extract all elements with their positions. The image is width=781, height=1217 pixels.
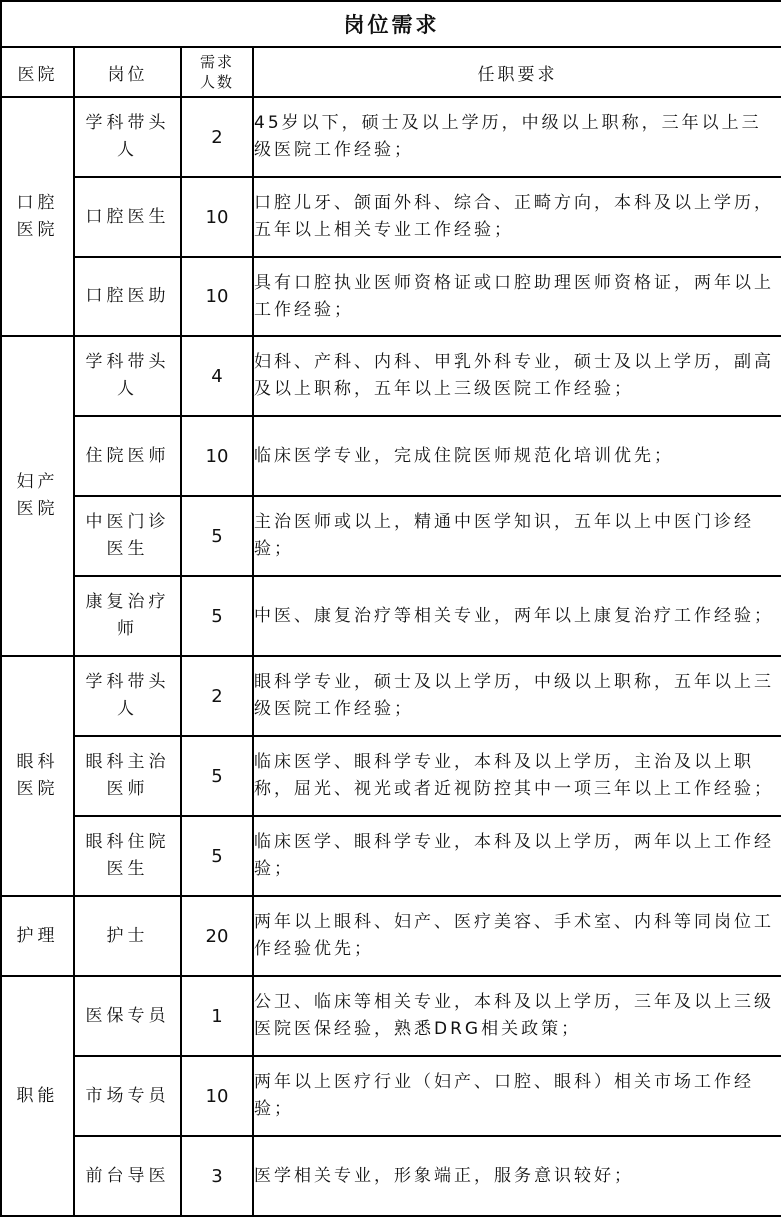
position-cell: 住院医师 (74, 416, 181, 496)
header-hospital: 医院 (1, 47, 74, 97)
requirements-cell: 眼科学专业，硕士及以上学历，中级以上职称，五年以上三级医院工作经验； (253, 656, 781, 736)
table-row (1, 336, 781, 416)
position-cell: 前台导医 (74, 1136, 181, 1216)
position-cell: 医保专员 (74, 976, 181, 1056)
count-cell: 3 (181, 1136, 253, 1216)
table-row (1, 976, 781, 1056)
count-cell: 10 (181, 257, 253, 336)
count-cell: 20 (181, 896, 253, 976)
table-row (1, 576, 781, 656)
requirements-cell: 两年以上医疗行业（妇产、口腔、眼科）相关市场工作经验； (253, 1056, 781, 1136)
table-row (1, 656, 781, 736)
header-count-line2: 人数 (199, 73, 234, 91)
table-row (1, 736, 781, 816)
position-cell: 眼科住院 医生 (74, 816, 181, 896)
requirements-cell: 医学相关专业，形象端正，服务意识较好； (253, 1136, 781, 1216)
header-requirements: 任职要求 (253, 47, 781, 97)
count-cell: 5 (181, 496, 253, 576)
table-row (1, 177, 781, 257)
count-cell: 5 (181, 816, 253, 896)
requirements-cell: 临床医学专业，完成住院医师规范化培训优先； (253, 416, 781, 496)
hospital-cell: 眼科 医院 (1, 656, 74, 896)
hospital-cell: 口腔 医院 (1, 97, 74, 336)
position-cell: 学科带头 人 (74, 336, 181, 416)
count-cell: 2 (181, 97, 253, 177)
hospital-cell: 妇产 医院 (1, 336, 74, 656)
count-cell: 4 (181, 336, 253, 416)
position-cell: 眼科主治 医师 (74, 736, 181, 816)
table-row (1, 496, 781, 576)
position-cell: 护士 (74, 896, 181, 976)
count-cell: 10 (181, 1056, 253, 1136)
requirements-cell: 口腔儿牙、颌面外科、综合、正畸方向，本科及以上学历，五年以上相关专业工作经验； (253, 177, 781, 257)
position-cell: 学科带头 人 (74, 656, 181, 736)
table-row (1, 896, 781, 976)
count-cell: 5 (181, 736, 253, 816)
requirements-cell: 具有口腔执业医师资格证或口腔助理医师资格证，两年以上工作经验； (253, 257, 781, 336)
hospital-cell: 职能 (1, 976, 74, 1216)
position-cell: 中医门诊 医生 (74, 496, 181, 576)
requirements-cell: 公卫、临床等相关专业，本科及以上学历，三年及以上三级医院医保经验，熟悉DRG相关政策； (253, 976, 781, 1056)
table-row (1, 416, 781, 496)
position-cell: 市场专员 (74, 1056, 181, 1136)
table-row (1, 257, 781, 336)
table-title: 岗位需求 (1, 1, 781, 47)
count-cell: 10 (181, 177, 253, 257)
requirements-cell: 妇科、产科、内科、甲乳外科专业，硕士及以上学历，副高及以上职称，五年以上三级医院工作经验； (253, 336, 781, 416)
position-cell: 康复治疗 师 (74, 576, 181, 656)
requirements-cell: 45岁以下，硕士及以上学历，中级以上职称，三年以上三级医院工作经验； (253, 97, 781, 177)
count-cell: 2 (181, 656, 253, 736)
hospital-cell: 护理 (1, 896, 74, 976)
position-cell: 口腔医生 (74, 177, 181, 257)
position-cell: 口腔医助 (74, 257, 181, 336)
count-cell: 5 (181, 576, 253, 656)
count-cell: 10 (181, 416, 253, 496)
table-row (1, 97, 781, 177)
requirements-cell: 两年以上眼科、妇产、医疗美容、手术室、内科等同岗位工作经验优先； (253, 896, 781, 976)
table-row (1, 1136, 781, 1216)
position-cell: 学科带头 人 (74, 97, 181, 177)
table-row (1, 816, 781, 896)
requirements-cell: 临床医学、眼科学专业，本科及以上学历，两年以上工作经验； (253, 816, 781, 896)
header-count (181, 47, 253, 97)
requirements-cell: 主治医师或以上，精通中医学知识，五年以上中医门诊经验； (253, 496, 781, 576)
count-cell: 1 (181, 976, 253, 1056)
table-body (1, 97, 781, 1216)
table-row (1, 1056, 781, 1136)
header-count-line1: 需求 (199, 53, 234, 71)
requirements-cell: 临床医学、眼科学专业，本科及以上学历，主治及以上职称，屈光、视光或者近视防控其中一项三年以上工作经验； (253, 736, 781, 816)
header-position: 岗位 (74, 47, 181, 97)
requirements-cell: 中医、康复治疗等相关专业，两年以上康复治疗工作经验； (253, 576, 781, 656)
